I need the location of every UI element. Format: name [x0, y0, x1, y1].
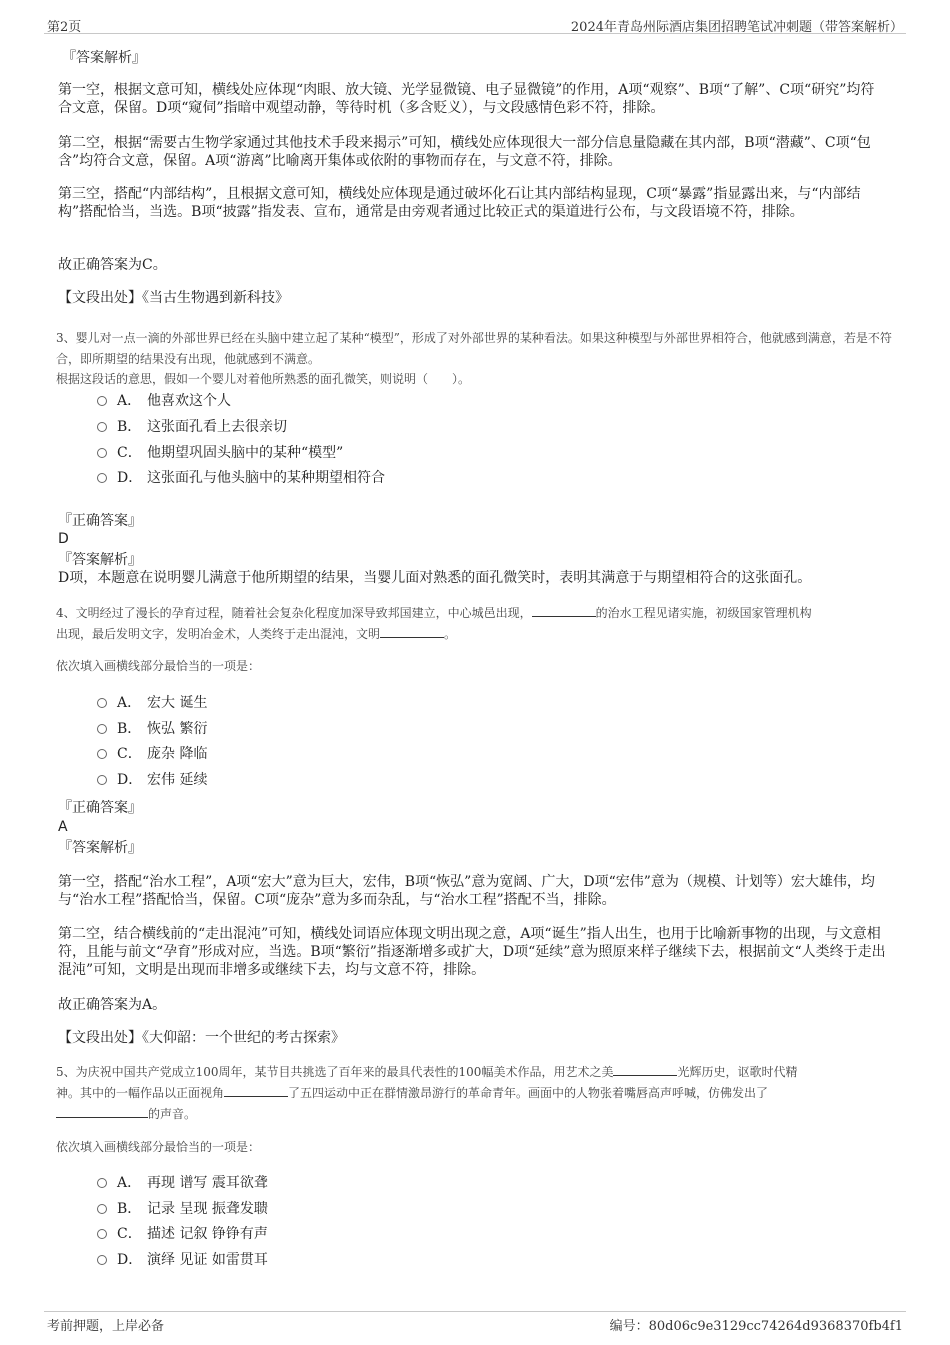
option-text: 恢弘 繁衍	[147, 721, 208, 737]
document-title: 2024年青岛州际酒店集团招聘笔试冲刺题（带答案解析）	[570, 20, 903, 35]
option-letter: D．	[117, 470, 143, 486]
option-c[interactable]	[97, 745, 207, 763]
option-letter: A．	[117, 393, 142, 409]
option-letter: D．	[117, 772, 143, 788]
option-text: 描述 记叙 铮铮有声	[147, 1226, 268, 1242]
analysis-label: 『答案解析』	[58, 552, 142, 568]
question-text-part: 4、文明经过了漫长的孕育过程，随着社会复杂化程度加深导致邦国建立，中心城邑出现，	[56, 606, 532, 620]
option-a[interactable]	[97, 392, 231, 410]
source-citation: 【文段出处】《当古生物遇到新科技》	[58, 290, 289, 306]
conclusion: 故正确答案为C。	[58, 257, 167, 273]
option-text: 宏大 诞生	[147, 695, 208, 711]
analysis-paragraph: 第二空，根据“需要古生物学家通过其他技术手段来揭示”可知，横线处应体现很大一部分信息量隐藏在其内部，B项“潜藏”、C项“包含”均符合文意，保留。A项“游离”比喻离开集体或依附的事物而存在，与文意不符，排除。	[58, 135, 871, 169]
option-b[interactable]	[97, 1200, 268, 1218]
analysis-label: 『答案解析』	[62, 50, 146, 66]
option-text: 再现 谱写 震耳欲聋	[147, 1175, 268, 1191]
radio-icon[interactable]	[97, 775, 107, 785]
option-c[interactable]	[97, 1225, 268, 1243]
conclusion: 故正确答案为A。	[58, 997, 167, 1013]
option-text: 这张面孔与他头脑中的某种期望相符合	[147, 470, 385, 486]
question-text	[56, 603, 906, 645]
radio-icon[interactable]	[97, 1255, 107, 1265]
question-prompt: 依次填入画横线部分最恰当的一项是：	[56, 1140, 261, 1154]
radio-icon[interactable]	[97, 396, 107, 406]
fill-blank	[380, 625, 444, 638]
radio-icon[interactable]	[97, 422, 107, 432]
option-text: 他喜欢这个人	[147, 393, 231, 409]
option-text: 演绎 见证 如雷贯耳	[147, 1252, 268, 1268]
option-a[interactable]	[97, 1174, 268, 1192]
analysis-paragraph: 第三空，搭配“内部结构”，且根据文意可知，横线处应体现是通过破坏化石让其内部结构显现，C项“暴露”指显露出来，与“内部结构”搭配恰当，当选。B项“披露”指发表、宣布，通常是由旁观者通过比较正式的渠道进行公布，与文段语境不符，排除。	[58, 186, 861, 220]
option-letter: B．	[117, 721, 142, 737]
radio-icon[interactable]	[97, 749, 107, 759]
option-letter: C．	[117, 1226, 142, 1242]
option-letter: C．	[117, 445, 142, 461]
correct-answer: D	[58, 531, 69, 547]
question-text: 3、婴儿对一点一滴的外部世界已经在头脑中建立起了某种“模型”，形成了对外部世界的某种看法。如果这种模型与外部世界相符合，他就感到满意，若是不符合，即所期望的结果没有出现，他就感到不满意。	[56, 331, 892, 366]
option-b[interactable]	[97, 418, 287, 436]
option-c[interactable]	[97, 444, 343, 462]
question-text-part: 。	[444, 627, 457, 641]
fill-blank	[56, 1105, 148, 1118]
option-text: 他期望巩固头脑中的某种“模型”	[147, 445, 344, 461]
radio-icon[interactable]	[97, 473, 107, 483]
option-text: 庞杂 降临	[147, 746, 208, 762]
option-text: 这张面孔看上去很亲切	[147, 419, 287, 435]
option-d[interactable]	[97, 469, 385, 487]
option-letter: C．	[117, 746, 142, 762]
option-d[interactable]	[97, 1251, 268, 1269]
page-number: 第2页	[47, 20, 82, 35]
header-rule	[44, 33, 906, 34]
question-prompt: 依次填入画横线部分最恰当的一项是：	[56, 659, 261, 673]
source-citation: 【文段出处】《大仰韶：一个世纪的考古探索》	[58, 1030, 345, 1046]
option-letter: B．	[117, 1201, 142, 1217]
option-letter: A．	[117, 695, 142, 711]
question-text-part: 了五四运动中正在群情激昂游行的革命青年。画面中的人物张着嘴唇高声呼喊，仿佛发出了	[288, 1086, 769, 1100]
option-text: 宏伟 延续	[147, 772, 208, 788]
correct-answer: A	[58, 819, 68, 835]
question-text-part: 的声音。	[148, 1107, 197, 1121]
footer-rule	[44, 1311, 906, 1312]
fill-blank	[224, 1084, 288, 1097]
radio-icon[interactable]	[97, 1204, 107, 1214]
analysis-label: 『答案解析』	[58, 840, 142, 856]
option-letter: D．	[117, 1252, 143, 1268]
option-text: 记录 呈现 振聋发聩	[147, 1201, 268, 1217]
radio-icon[interactable]	[97, 448, 107, 458]
option-a[interactable]	[97, 694, 207, 712]
radio-icon[interactable]	[97, 1178, 107, 1188]
question-text-part: 神。其中的一幅作品以正面视角	[56, 1086, 225, 1100]
radio-icon[interactable]	[97, 724, 107, 734]
document-id: 编号：80d06c9e3129cc74264d9368370fb4f1	[609, 1319, 903, 1334]
fill-blank	[613, 1063, 677, 1076]
question-text-part: 5、为庆祝中国共产党成立100周年，某节目共挑选了百年来的最具代表性的100幅美术作品，用艺术之美	[56, 1065, 614, 1079]
analysis-paragraph: 第二空，结合横线前的“走出混沌”可知，横线处词语应体现文明出现之意，A项“诞生”指人出生，也用于比喻新事物的出现，与文意相符，且能与前文“孕育”形成对应，当选。B项“繁衍”指逐渐增多或扩大，D项“延续”意为照原来样子继续下去，根据前文“人类终于走出混沌”可知，文明是出现而非增多或继续下去，均与文意不符，排除。	[58, 926, 886, 978]
analysis-paragraph: 第一空，根据文意可知，横线处应体现“肉眼、放大镜、光学显微镜、电子显微镜”的作用，A项“观察”、B项“了解”、C项“研究”均符合文意，保留。D项“窥伺”指暗中观望动静，等待时机（多含贬义），与文段感情色彩不符，排除。	[58, 82, 875, 116]
option-b[interactable]	[97, 720, 207, 738]
fill-blank	[532, 604, 596, 617]
correct-answer-label: 『正确答案』	[58, 513, 142, 529]
analysis-paragraph: D项，本题意在说明婴儿满意于他所期望的结果，当婴儿面对熟悉的面孔微笑时，表明其满意于与期望相符合的这张面孔。	[58, 570, 812, 586]
question-text-part: 出现，最后发明文字，发明冶金术，人类终于走出混沌，文明	[56, 627, 381, 641]
analysis-paragraph: 第一空，搭配“治水工程”，A项“宏大”意为巨大，宏伟，B项“恢弘”意为宽阔、广大，D项“宏伟”意为（规模、计划等）宏大雄伟，均与“治水工程”搭配恰当，保留。C项“庞杂”意为多而杂乱，与“治水工程”搭配不当，排除。	[58, 874, 875, 908]
question-prompt: 根据这段话的意思，假如一个婴儿对着他所熟悉的面孔微笑，则说明（ ）。	[56, 372, 471, 386]
footer-slogan: 考前押题，上岸必备	[47, 1319, 165, 1334]
radio-icon[interactable]	[97, 698, 107, 708]
question-text-part: 光辉历史，讴歌时代精	[677, 1065, 798, 1079]
option-letter: A．	[117, 1175, 142, 1191]
question-text	[56, 1062, 906, 1125]
question-text-part: 的治水工程见诸实施，初级国家管理机构	[595, 606, 812, 620]
option-d[interactable]	[97, 771, 207, 789]
correct-answer-label: 『正确答案』	[58, 800, 142, 816]
radio-icon[interactable]	[97, 1229, 107, 1239]
option-letter: B．	[117, 419, 142, 435]
